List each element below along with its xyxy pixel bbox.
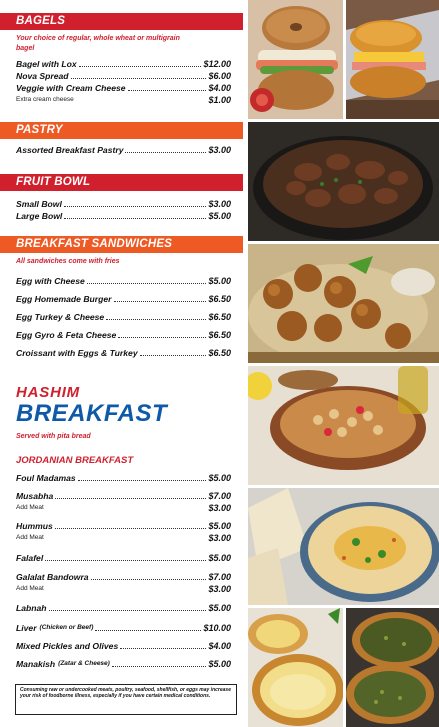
item-name: Croissant with Eggs & Turkey	[16, 348, 138, 358]
item-price: $10.00	[203, 623, 231, 633]
bagel-sandwich-photo	[248, 0, 343, 119]
menu-item	[16, 640, 231, 652]
item-name: Egg Turkey & Cheese	[16, 312, 105, 322]
item-price: $4.00	[208, 641, 231, 651]
item-price: $5.00	[208, 211, 231, 221]
menu-item	[16, 293, 231, 305]
item-name: Veggie with Cream Cheese	[16, 83, 126, 93]
menu-item-extra	[16, 502, 231, 514]
item-price: $6.50	[208, 294, 231, 304]
item-name: Bagel with Lox	[16, 59, 77, 69]
menu-item-extra	[16, 94, 231, 106]
item-name: Nova Spread	[16, 71, 69, 81]
item-price: $5.00	[208, 521, 231, 531]
menu-item	[16, 210, 231, 222]
item-name: Labnah	[16, 603, 47, 613]
item-note: (Chicken or Beef)	[39, 624, 94, 631]
menu-item	[16, 70, 231, 82]
sandwiches-note: All sandwiches come with fries	[16, 258, 120, 265]
item-price: $4.00	[208, 83, 231, 93]
section-fruit-bowl-header: FRUIT BOWL	[0, 174, 243, 191]
item-name: Musabha	[16, 491, 54, 501]
item-name: Egg with Cheese	[16, 276, 85, 286]
item-name: Add Meat	[16, 585, 44, 592]
menu-item	[16, 520, 231, 532]
item-price: $3.00	[208, 584, 231, 594]
item-name: Falafel	[16, 553, 44, 563]
brand-subtitle: BREAKFAST	[16, 400, 168, 427]
item-price: $6.00	[208, 71, 231, 81]
item-price: $1.00	[208, 95, 231, 105]
menu-item	[16, 552, 231, 564]
item-name: Mixed Pickles and Olives	[16, 641, 119, 651]
menu-item	[16, 658, 231, 670]
item-price: $6.50	[208, 312, 231, 322]
menu-item	[16, 144, 231, 156]
falafel-photo	[248, 244, 439, 363]
item-price: $5.00	[208, 553, 231, 563]
item-name: Foul Madamas	[16, 473, 76, 483]
menu-item	[16, 472, 231, 484]
item-name: Galalat Bandowra	[16, 572, 89, 582]
item-price: $12.00	[203, 59, 231, 69]
section-jordanian-header: JORDANIAN BREAKFAST	[16, 455, 134, 466]
croissant-sandwich-photo	[346, 0, 439, 119]
menu-item	[16, 275, 231, 287]
item-price: $7.00	[208, 491, 231, 501]
item-name: Manakish	[16, 659, 56, 669]
item-price: $3.00	[208, 199, 231, 209]
menu-item	[16, 82, 231, 94]
menu-item	[16, 602, 231, 614]
item-name: Add Meat	[16, 504, 44, 511]
menu-item-extra	[16, 583, 231, 595]
item-name: Assorted Breakfast Pastry	[16, 145, 124, 155]
menu-item	[16, 198, 231, 210]
item-name: Egg Homemade Burger	[16, 294, 112, 304]
item-note: (Zatar & Cheese)	[58, 660, 110, 667]
menu-item	[16, 329, 231, 341]
food-safety-disclaimer: Consuming raw or undercooked meats, poultry, seafood, shellfish, or eggs may increase your risk of foodborne illness, especially if you have certain medical conditions.	[15, 684, 237, 715]
zatar-manakish-photo	[346, 608, 439, 727]
item-price: $5.00	[208, 276, 231, 286]
item-name: Add Meat	[16, 534, 44, 541]
item-price: $3.00	[208, 533, 231, 543]
item-price: $5.00	[208, 603, 231, 613]
item-name: Egg Gyro & Feta Cheese	[16, 330, 117, 340]
menu-item	[16, 490, 231, 502]
brand-name: HASHIM	[16, 384, 80, 401]
menu-item	[16, 347, 231, 359]
hummus-photo	[248, 488, 439, 605]
section-breakfast-sandwiches-header: BREAKFAST SANDWICHES	[0, 236, 243, 253]
item-name: Liver	[16, 623, 37, 633]
item-price: $3.00	[208, 503, 231, 513]
pastry-photo	[248, 122, 439, 241]
served-note: Served with pita bread	[16, 433, 91, 440]
item-price: $5.00	[208, 659, 231, 669]
item-name: Small Bowl	[16, 199, 62, 209]
item-price: $3.00	[208, 145, 231, 155]
menu-item	[16, 622, 231, 634]
item-price: $6.50	[208, 330, 231, 340]
item-price: $5.00	[208, 473, 231, 483]
item-price: $7.00	[208, 572, 231, 582]
item-name: Large Bowl	[16, 211, 63, 221]
section-pastry-header: PASTRY	[0, 122, 243, 139]
section-bagels-header: BAGELS	[0, 13, 243, 30]
item-name: Hummus	[16, 521, 53, 531]
menu-item-extra	[16, 532, 231, 544]
item-price: $6.50	[208, 348, 231, 358]
item-name: Extra cream cheese	[16, 96, 74, 103]
cheese-manakish-photo	[248, 608, 343, 727]
menu-item	[16, 311, 231, 323]
menu-item	[16, 58, 231, 70]
bagels-note: Your choice of regular, whole wheat or multigrain bagel	[16, 35, 180, 52]
foul-madamas-photo	[248, 366, 439, 485]
photo-column	[248, 0, 439, 727]
menu-item	[16, 571, 231, 583]
